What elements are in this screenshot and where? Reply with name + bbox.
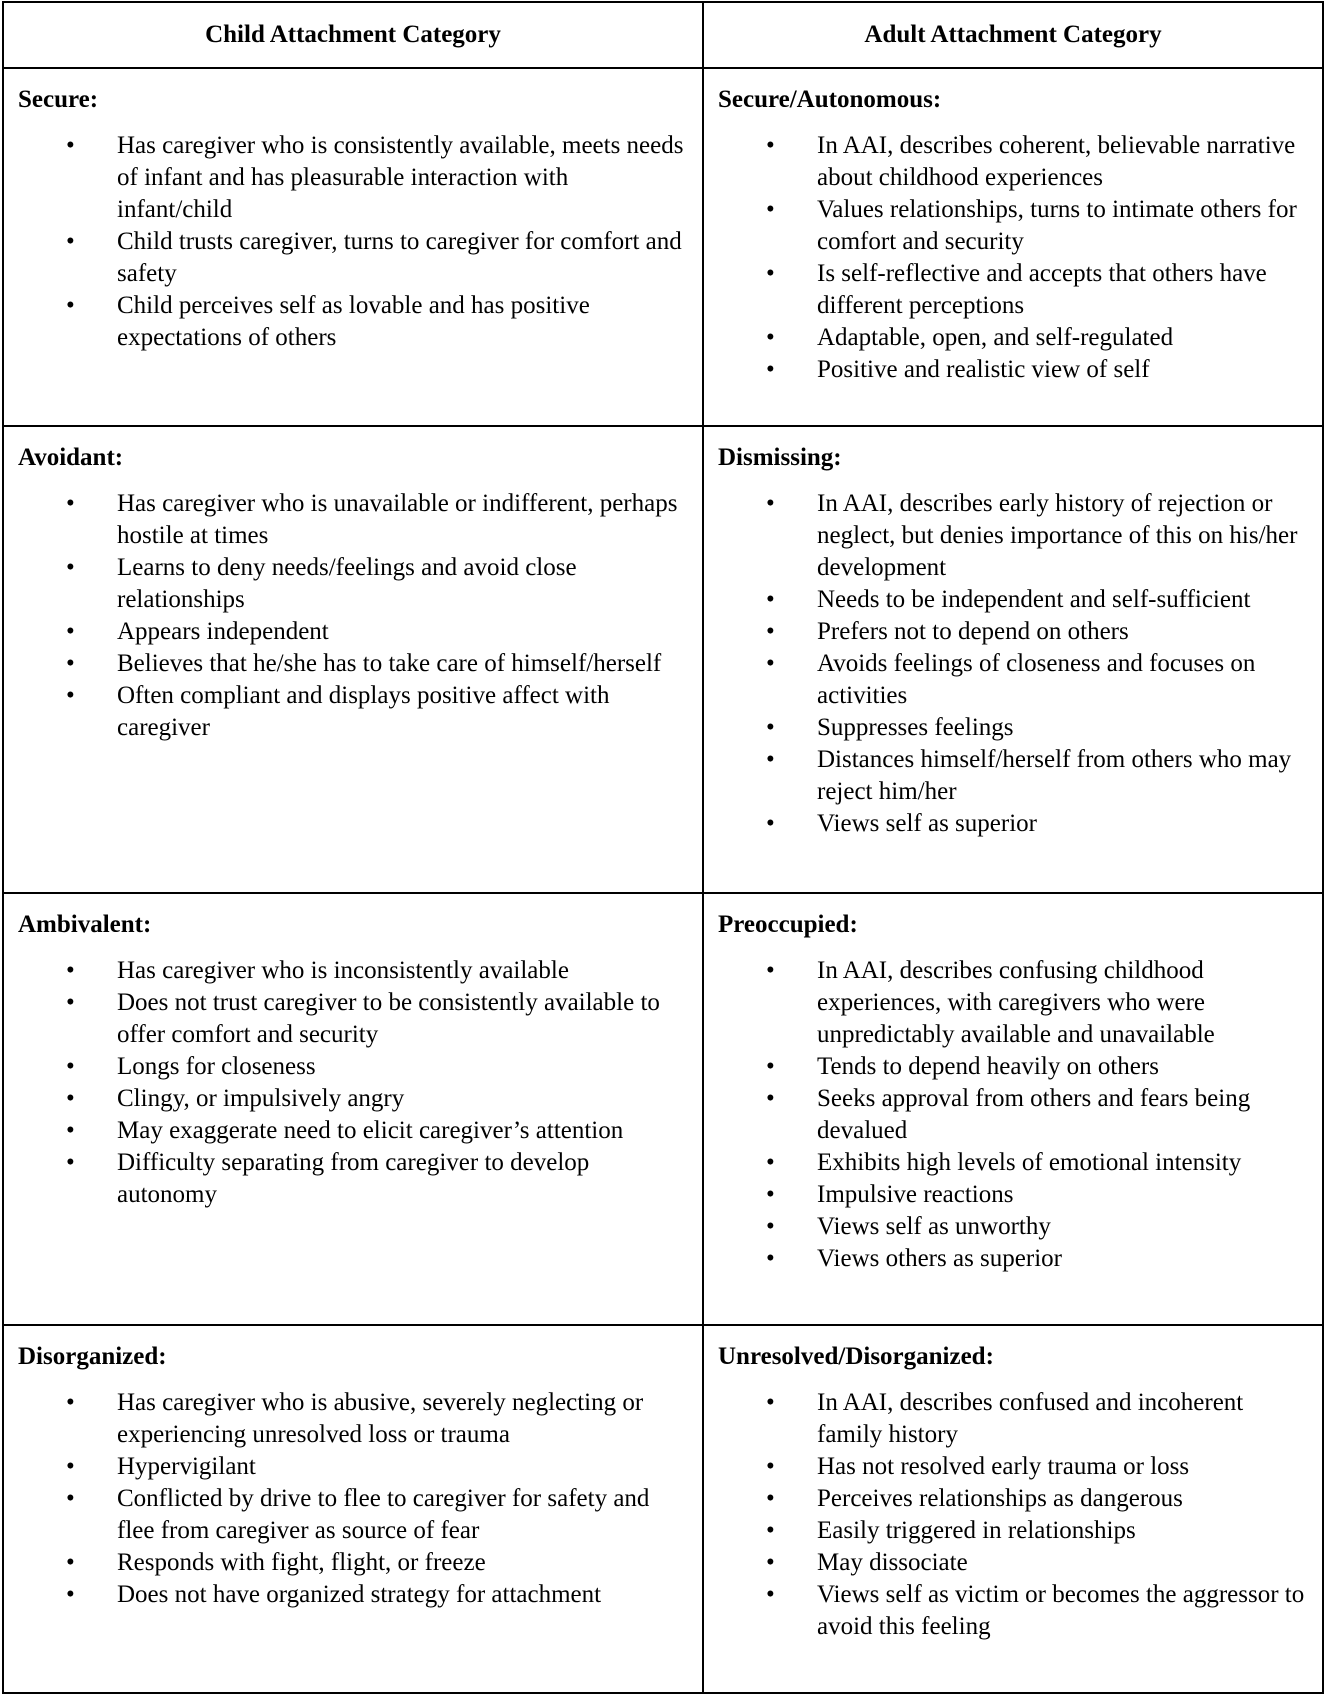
- list-item: • Has caregiver who is abusive, severely neglecting or experiencing unresolved loss or trauma: [18, 1387, 688, 1451]
- table-row: [3, 68, 1323, 426]
- child-cell: [3, 893, 703, 1325]
- list-item: • In AAI, describes confusing childhood experiences, with caregivers who were unpredictably available and unavailable: [718, 955, 1308, 1051]
- list-item: • Clingy, or impulsively angry: [18, 1083, 688, 1115]
- list-item: • Exhibits high levels of emotional intensity: [718, 1147, 1308, 1179]
- list-item: • Views self as victim or becomes the aggressor to avoid this feeling: [718, 1579, 1308, 1643]
- bullet-list: [718, 955, 1308, 1275]
- bullet-list: [18, 130, 688, 354]
- list-item: • Suppresses feelings: [718, 712, 1308, 744]
- table-row: [3, 426, 1323, 893]
- list-item: • Perceives relationships as dangerous: [718, 1483, 1308, 1515]
- list-item: • Child perceives self as lovable and has positive expectations of others: [18, 290, 688, 354]
- list-item: • In AAI, describes confused and incoherent family history: [718, 1387, 1308, 1451]
- list-item: • May exaggerate need to elicit caregiver’s attention: [18, 1115, 688, 1147]
- category-heading: Secure:: [18, 86, 99, 113]
- header-child: Child Attachment Category: [3, 2, 703, 68]
- bullet-list: [18, 955, 688, 1211]
- list-item: • Does not have organized strategy for attachment: [18, 1579, 688, 1611]
- child-cell: [3, 68, 703, 426]
- list-item: • Easily triggered in relationships: [718, 1515, 1308, 1547]
- list-item: • Has caregiver who is consistently available, meets needs of infant and has pleasurable interaction with infant/child: [18, 130, 688, 226]
- category-heading: Ambivalent:: [18, 911, 152, 938]
- category-heading: Preoccupied:: [718, 911, 858, 938]
- adult-cell: [703, 893, 1323, 1325]
- list-item: • Believes that he/she has to take care of himself/herself: [18, 648, 688, 680]
- table-row: [3, 1325, 1323, 1693]
- list-item: • Often compliant and displays positive affect with caregiver: [18, 680, 688, 744]
- list-item: • Seeks approval from others and fears being devalued: [718, 1083, 1308, 1147]
- list-item: • Responds with fight, flight, or freeze: [18, 1547, 688, 1579]
- list-item: • Has caregiver who is inconsistently available: [18, 955, 688, 987]
- list-item: • Appears independent: [18, 616, 688, 648]
- list-item: • In AAI, describes coherent, believable narrative about childhood experiences: [718, 130, 1308, 194]
- list-item: • Is self-reflective and accepts that others have different perceptions: [718, 258, 1308, 322]
- header-adult: Adult Attachment Category: [703, 2, 1323, 68]
- adult-cell: [703, 1325, 1323, 1693]
- list-item: • Adaptable, open, and self-regulated: [718, 322, 1308, 354]
- child-cell: [3, 426, 703, 893]
- list-item: • Values relationships, turns to intimate others for comfort and security: [718, 194, 1308, 258]
- list-item: • Prefers not to depend on others: [718, 616, 1308, 648]
- list-item: • In AAI, describes early history of rejection or neglect, but denies importance of this on his/her development: [718, 488, 1308, 584]
- list-item: • Tends to depend heavily on others: [718, 1051, 1308, 1083]
- category-heading: Secure/Autonomous:: [718, 86, 942, 113]
- bullet-list: [18, 488, 688, 744]
- list-item: • Hypervigilant: [18, 1451, 688, 1483]
- attachment-comparison-table: [2, 1, 1324, 1694]
- bullet-list: [718, 130, 1308, 386]
- bullet-list: [718, 488, 1308, 840]
- list-item: • Conflicted by drive to flee to caregiver for safety and flee from caregiver as source of fear: [18, 1483, 688, 1547]
- list-item: • Needs to be independent and self-sufficient: [718, 584, 1308, 616]
- category-heading: Disorganized:: [18, 1343, 167, 1370]
- child-cell: [3, 1325, 703, 1693]
- list-item: • Views self as unworthy: [718, 1211, 1308, 1243]
- list-item: • Longs for closeness: [18, 1051, 688, 1083]
- category-heading: Avoidant:: [18, 444, 124, 471]
- list-item: • Has caregiver who is unavailable or indifferent, perhaps hostile at times: [18, 488, 688, 552]
- table-row: [3, 893, 1323, 1325]
- list-item: • Distances himself/herself from others who may reject him/her: [718, 744, 1308, 808]
- header-row: [3, 2, 1323, 68]
- list-item: • Impulsive reactions: [718, 1179, 1308, 1211]
- list-item: • Child trusts caregiver, turns to caregiver for comfort and safety: [18, 226, 688, 290]
- list-item: • Difficulty separating from caregiver to develop autonomy: [18, 1147, 688, 1211]
- list-item: • Has not resolved early trauma or loss: [718, 1451, 1308, 1483]
- adult-cell: [703, 426, 1323, 893]
- list-item: • May dissociate: [718, 1547, 1308, 1579]
- list-item: • Views others as superior: [718, 1243, 1308, 1275]
- list-item: • Learns to deny needs/feelings and avoid close relationships: [18, 552, 688, 616]
- list-item: • Positive and realistic view of self: [718, 354, 1308, 386]
- category-heading: Unresolved/Disorganized:: [718, 1343, 994, 1370]
- category-heading: Dismissing:: [718, 444, 842, 471]
- adult-cell: [703, 68, 1323, 426]
- bullet-list: [18, 1387, 688, 1611]
- bullet-list: [718, 1387, 1308, 1643]
- list-item: • Does not trust caregiver to be consistently available to offer comfort and security: [18, 987, 688, 1051]
- list-item: • Views self as superior: [718, 808, 1308, 840]
- list-item: • Avoids feelings of closeness and focuses on activities: [718, 648, 1308, 712]
